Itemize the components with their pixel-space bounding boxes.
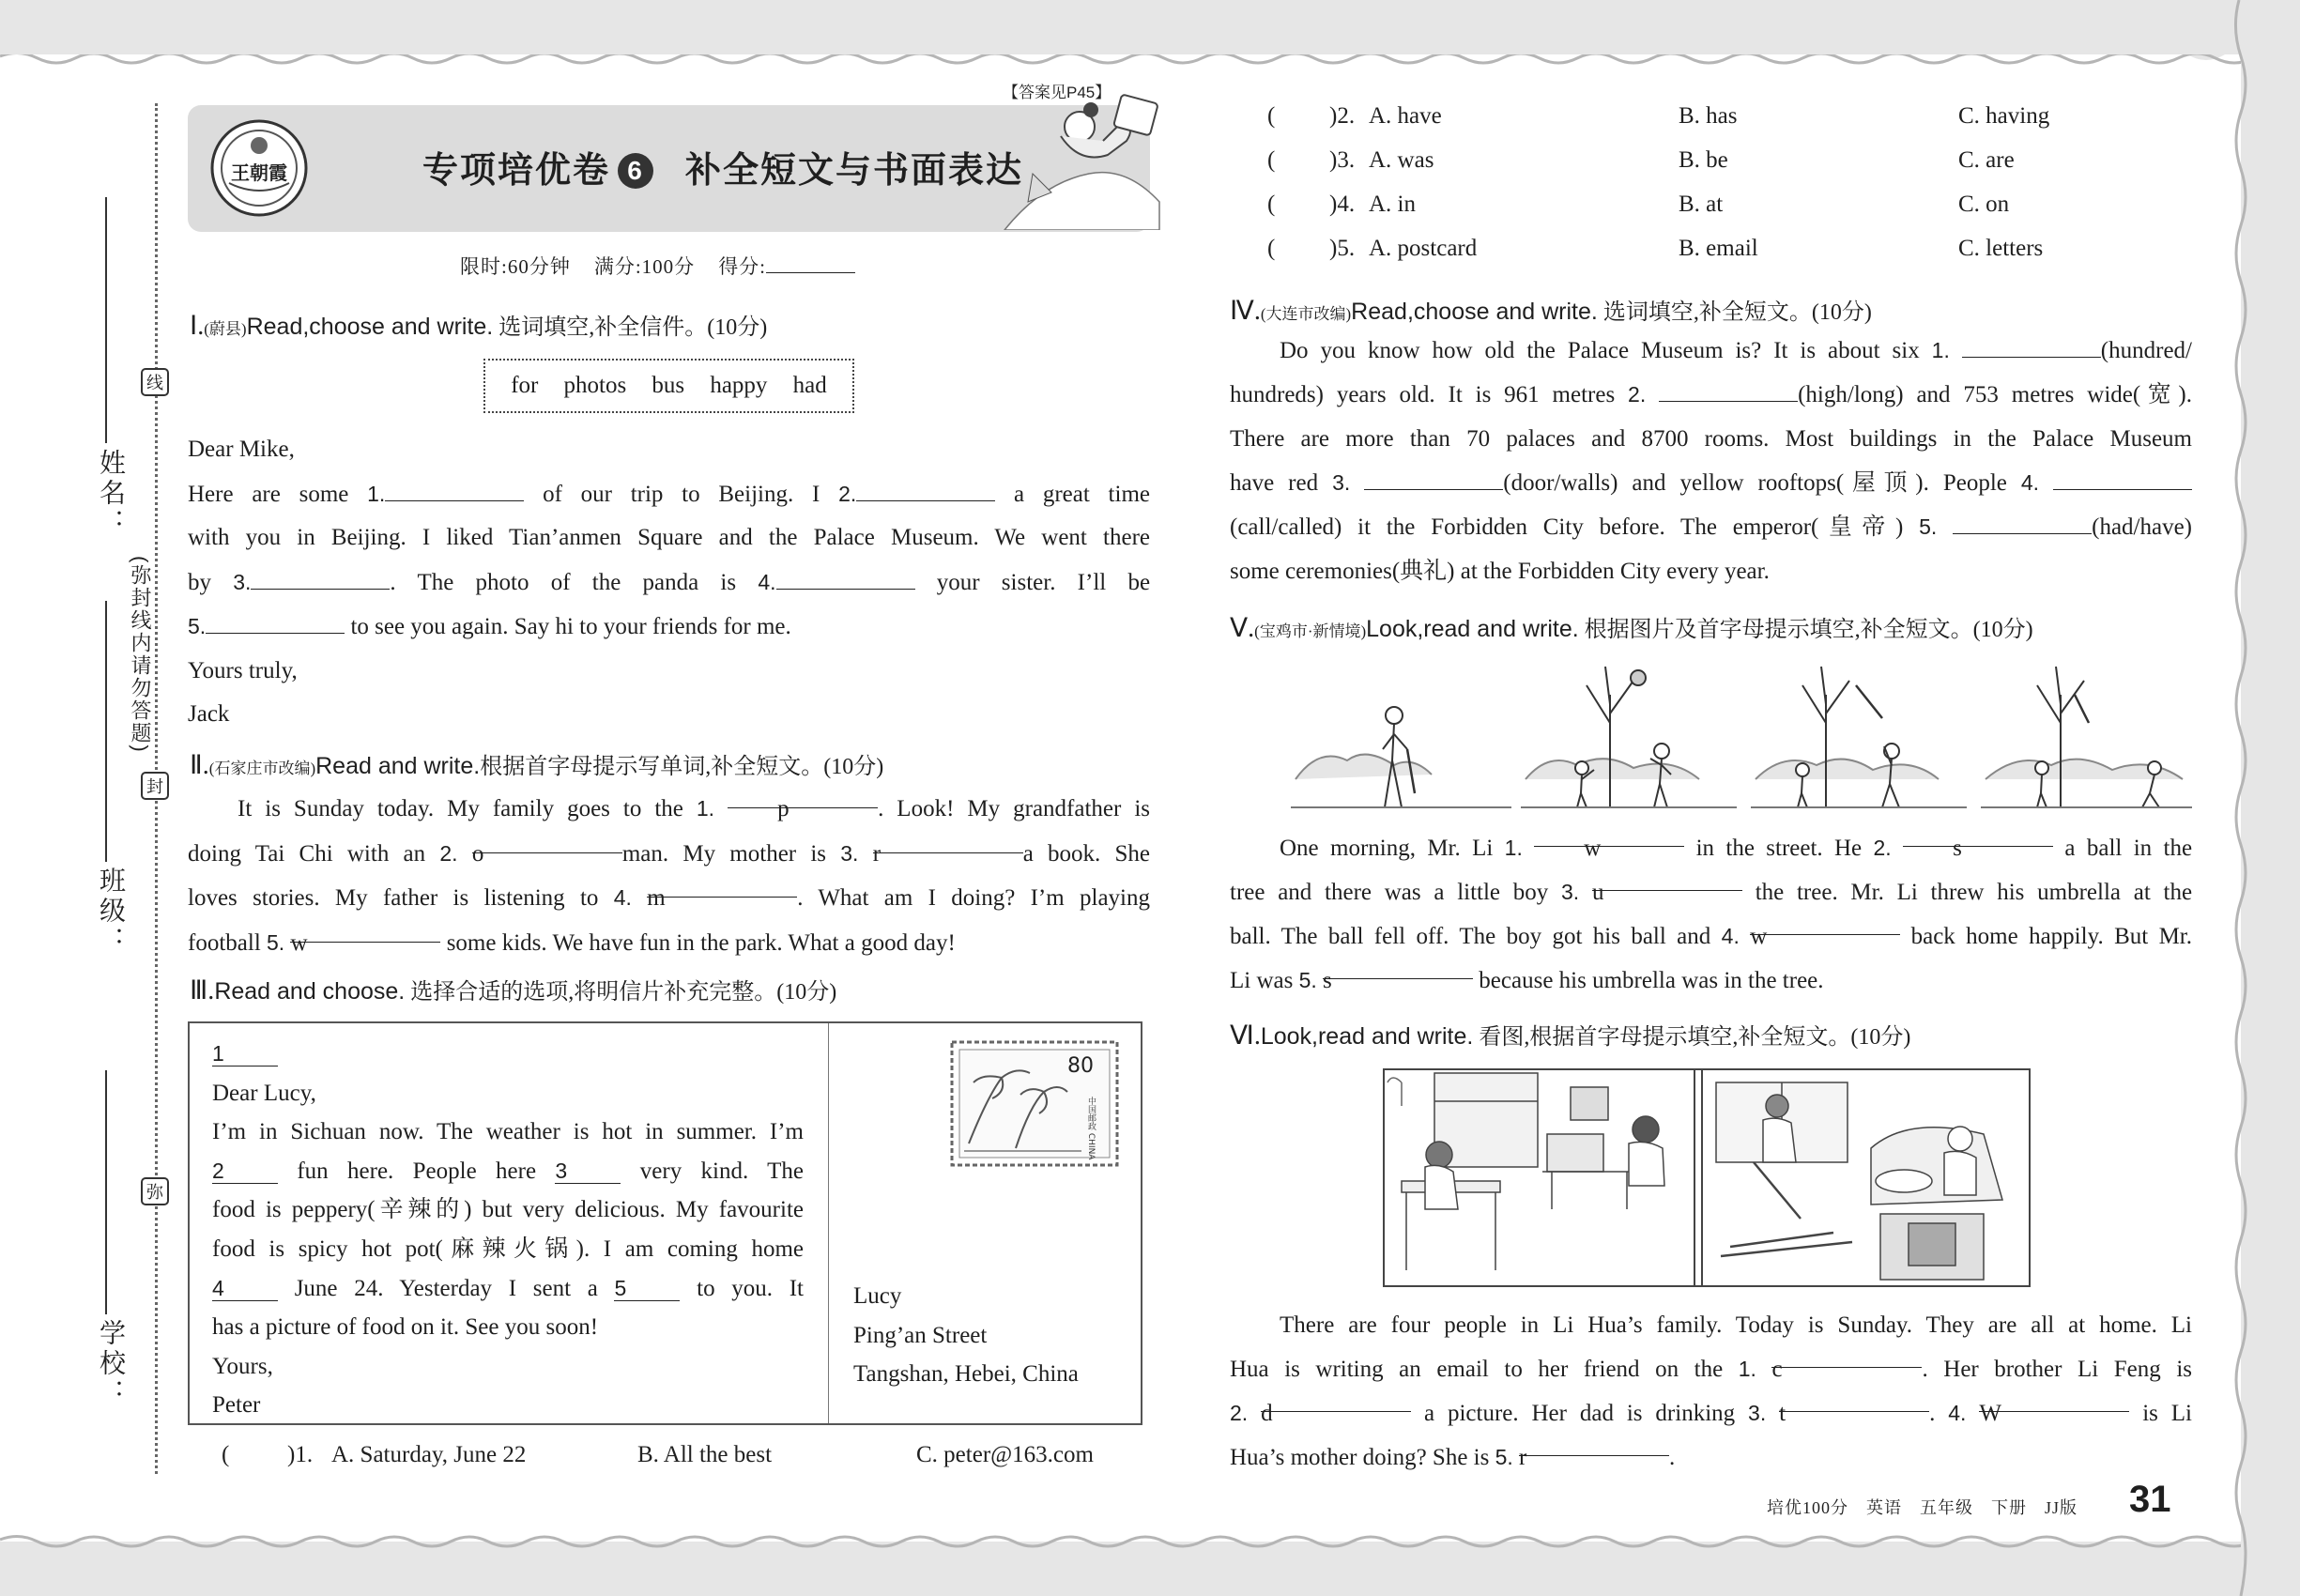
title-part-a: 专项培优卷 (422, 151, 611, 191)
binding-note: (弥封线内请勿答题) (129, 556, 152, 754)
scene-1-walking (1291, 707, 1511, 807)
s6-blank-5[interactable]: r (1519, 1435, 1669, 1456)
section-5-passage: One morning, Mr. Li 1. w in the street. He 2. s a ball in the tree and there was a little boy 3. u the tree. Mr. Li threw his umbrella at the ball. The ball fell off. The boy got his ball and 4. w back home happily. But Mr. Li was 5. s because his umbrella was in the tree. (1230, 826, 2192, 1003)
time-limit: 限时:60分钟 (460, 255, 571, 278)
s5-blank-1[interactable]: w (1534, 826, 1684, 847)
title-number-badge (618, 153, 653, 189)
option-row-1: ( )1. A. Saturday, June 22 B. All the best C. peter@163.com (222, 1442, 1094, 1467)
postage-stamp (950, 1040, 1119, 1167)
s6-blank-2[interactable]: d (1261, 1391, 1411, 1412)
logo-text: 王朝霞 (231, 161, 287, 184)
option-row-3: ( )3. A. was B. be C. are (1267, 147, 2015, 173)
school-field[interactable] (105, 1070, 107, 1314)
section-1-heading: Ⅰ.(蔚县)Read,choose and write. 选词填空,补全信件。(10分) (190, 312, 768, 341)
class-label: 班级： (97, 867, 126, 957)
s6-blank-3[interactable]: t (1779, 1391, 1929, 1412)
section-6-heading: Ⅵ.Look,read and write. 看图,根据首字母提示填空,补全短文。(10分) (1230, 1021, 1911, 1051)
section-2-heading: Ⅱ.(石家庄市改编)Read and write.根据首字母提示写单词,补全短文。(10分) (190, 751, 884, 780)
wavy-right-border (2220, 0, 2300, 1596)
page-title (422, 141, 1023, 192)
option-4-b[interactable]: B. at (1679, 192, 1724, 217)
s2-blank-3[interactable]: r (873, 833, 1023, 853)
s2-blank-5[interactable]: w (290, 922, 440, 943)
word-bank (483, 359, 854, 413)
word-bank-item: had (792, 373, 827, 398)
score-blank[interactable] (766, 256, 855, 273)
section-6-passage: There are four people in Li Hua’s family. Today is Sunday. They are all at home. Li Hua is writing an email to her friend on the 1. c . Her brother Li Feng is 2. d a picture. Her dad is drinking 3. t . 4. W is Li Hua’s mother doing? She is 5. r . (1230, 1312, 2193, 1470)
s5-blank-5[interactable]: s (1323, 959, 1473, 979)
score-label: 得分: (718, 255, 767, 278)
word-bank-item: for (511, 373, 539, 398)
option-5-b[interactable]: B. email (1679, 236, 1758, 261)
postcard-blank-1[interactable]: 1 (212, 1041, 278, 1067)
mascot-illustration (986, 89, 1169, 230)
section-4-heading: Ⅳ.(大连市改编)Read,choose and write. 选词填空,补全短文。(10分) (1230, 297, 1872, 326)
s6-blank-1[interactable]: c (1771, 1347, 1922, 1368)
seal-mi: 弥 (141, 1177, 169, 1205)
title-number: 6 (627, 156, 644, 185)
option-2-c[interactable]: C. having (1958, 103, 2050, 129)
full-score: 满分:100分 (593, 255, 696, 278)
word-bank-item: photos (563, 373, 627, 398)
title-part-b: 补全短文与书面表达 (685, 151, 1024, 191)
option-row-2: ( )2. A. have B. has C. having (1267, 103, 2050, 129)
option-1-b[interactable]: B. All the best (637, 1442, 773, 1467)
postcard-blank-3[interactable]: 3 (555, 1159, 621, 1184)
s2-blank-1[interactable]: p (728, 788, 878, 808)
option-1-c[interactable]: C. peter@163.com (916, 1442, 1094, 1467)
s1-blank-2[interactable] (856, 481, 995, 501)
s2-blank-4[interactable]: m (647, 877, 797, 898)
stamp-country: 中国邮政 CHINA (1086, 1097, 1096, 1160)
section-1-letter: Dear Mike, Here are some 1. of our trip to Beijing. I 2. a great time with you in Beijing. I liked Tian’anmen Square and the Palace Museum. We went there by 3. . The photo of the panda is 4. your sister. I’ll be 5. to see you again. Say hi to your friends for me. Yours truly, Jack (188, 437, 1151, 727)
postcard (188, 1021, 1142, 1425)
seal-seal: 封 (141, 772, 169, 800)
option-3-a[interactable]: A. was (1369, 147, 1434, 173)
option-2-b[interactable]: B. has (1679, 103, 1738, 129)
wavy-top-border (0, 0, 2300, 66)
footer-info: 培优100分 英语 五年级 下册 JJ版 (1767, 1498, 2078, 1517)
option-2-a[interactable]: A. have (1369, 103, 1442, 129)
section-5-heading: Ⅴ.(宝鸡市·新情境)Look,read and write. 根据图片及首字母提示填空,补全短文。(10分) (1230, 614, 2033, 643)
word-bank-item: happy (710, 373, 768, 398)
s1-blank-3[interactable] (251, 569, 390, 590)
option-4-a[interactable]: A. in (1369, 192, 1416, 217)
s4-blank-5[interactable] (1953, 514, 2092, 534)
s6-blank-4[interactable]: W (1979, 1391, 2129, 1412)
section-4-passage: Do you know how old the Palace Museum is? It is about six 1. (hundred/ hundreds) years old. It is 961 metres 2. (high/long) and 753 metres wide(宽). There are more than 70 palaces and 8700 rooms. Most buildings in the Palace Museum have red 3. (door/walls) and yellow rooftops(屋顶). People 4. (call/called) it the Forbidden City before. The emperor(皇帝) 5. (had/have) some ceremonies(典礼) at the Forbidden City every year. (1230, 338, 2193, 584)
postcard-blank-5[interactable]: 5 (614, 1276, 680, 1301)
option-row-5: ( )5. A. postcard B. email C. letters (1267, 236, 2044, 261)
postcard-message: 1 Dear Lucy, I’m in Sichuan now. The weather is hot in summer. I’m 2 fun here. People here 3 very kind. The food is peppery(辛辣的) but very delicious. My favourite food is spicy hot pot(麻辣火锅). I am coming home 4 June 24. Yesterday I sent a 5 to you. It has a picture of food on it. See you soon! Yours, Peter (212, 1041, 805, 1419)
option-5-a[interactable]: A. postcard (1369, 236, 1478, 261)
story-pictures (1291, 657, 2192, 817)
s1-blank-5[interactable] (206, 613, 345, 634)
s5-blank-3[interactable]: u (1592, 870, 1742, 891)
seal-line: 线 (141, 368, 169, 396)
option-3-b[interactable]: B. be (1679, 147, 1728, 173)
option-3-c[interactable]: C. are (1958, 147, 2015, 173)
s4-blank-1[interactable] (1962, 337, 2101, 358)
option-1-a[interactable]: A. Saturday, June 22 (331, 1442, 527, 1467)
postcard-blank-4[interactable]: 4 (212, 1276, 278, 1301)
s1-blank-4[interactable] (776, 569, 915, 590)
postcard-blank-2[interactable]: 2 (212, 1159, 278, 1184)
scene-4-going-home (1981, 667, 2192, 807)
s5-blank-2[interactable]: s (1903, 826, 2053, 847)
wavy-bottom-border (0, 1530, 2300, 1596)
class-field[interactable] (105, 601, 107, 862)
section-3-option-1 (218, 1442, 1157, 1486)
s4-blank-3[interactable] (1364, 469, 1503, 490)
name-field[interactable] (105, 197, 107, 443)
option-5-c[interactable]: C. letters (1958, 236, 2044, 261)
word-bank-item: bus (652, 373, 685, 398)
scene-3-throwing-umbrella (1751, 667, 1967, 807)
family-picture (1383, 1068, 2031, 1287)
option-row-4: ( )4. A. in B. at C. on (1267, 192, 2010, 217)
section-2-passage: It is Sunday today. My family goes to the 1. p . Look! My grandfather is doing Tai Chi with an 2. o man. My mother is 3. r a book. She loves stories. My father is listening to 4. m . What am I doing? I’m playing football 5. w some kids. We have fun in the park. What a good day! (188, 787, 1150, 965)
s5-blank-4[interactable]: w (1750, 914, 1900, 935)
section-3-heading: Ⅲ.Read and choose. 选择合适的选项,将明信片补充完整。(10分) (190, 976, 837, 1005)
answer-reference: 【答案见P45】 (1003, 84, 1112, 101)
logo-emblem (208, 117, 310, 219)
stamp-value: 80 (1067, 1054, 1094, 1078)
s2-blank-2[interactable]: o (472, 833, 622, 853)
postcard-address: Lucy Ping’an Street Tangshan, Hebei, China (853, 1283, 1079, 1387)
s4-blank-4[interactable] (2053, 469, 2192, 490)
school-label: 学校： (97, 1319, 126, 1409)
s1-blank-1[interactable] (385, 481, 524, 501)
postcard-divider (828, 1023, 829, 1423)
option-4-c[interactable]: C. on (1958, 192, 2010, 217)
section-3-options-2-5 (1264, 103, 2202, 280)
page-number: 31 (2129, 1479, 2171, 1520)
name-label: 姓名： (97, 449, 126, 539)
test-meta (460, 252, 855, 280)
s4-blank-2[interactable] (1659, 381, 1798, 402)
scene-2-ball-in-tree (1521, 667, 1737, 807)
